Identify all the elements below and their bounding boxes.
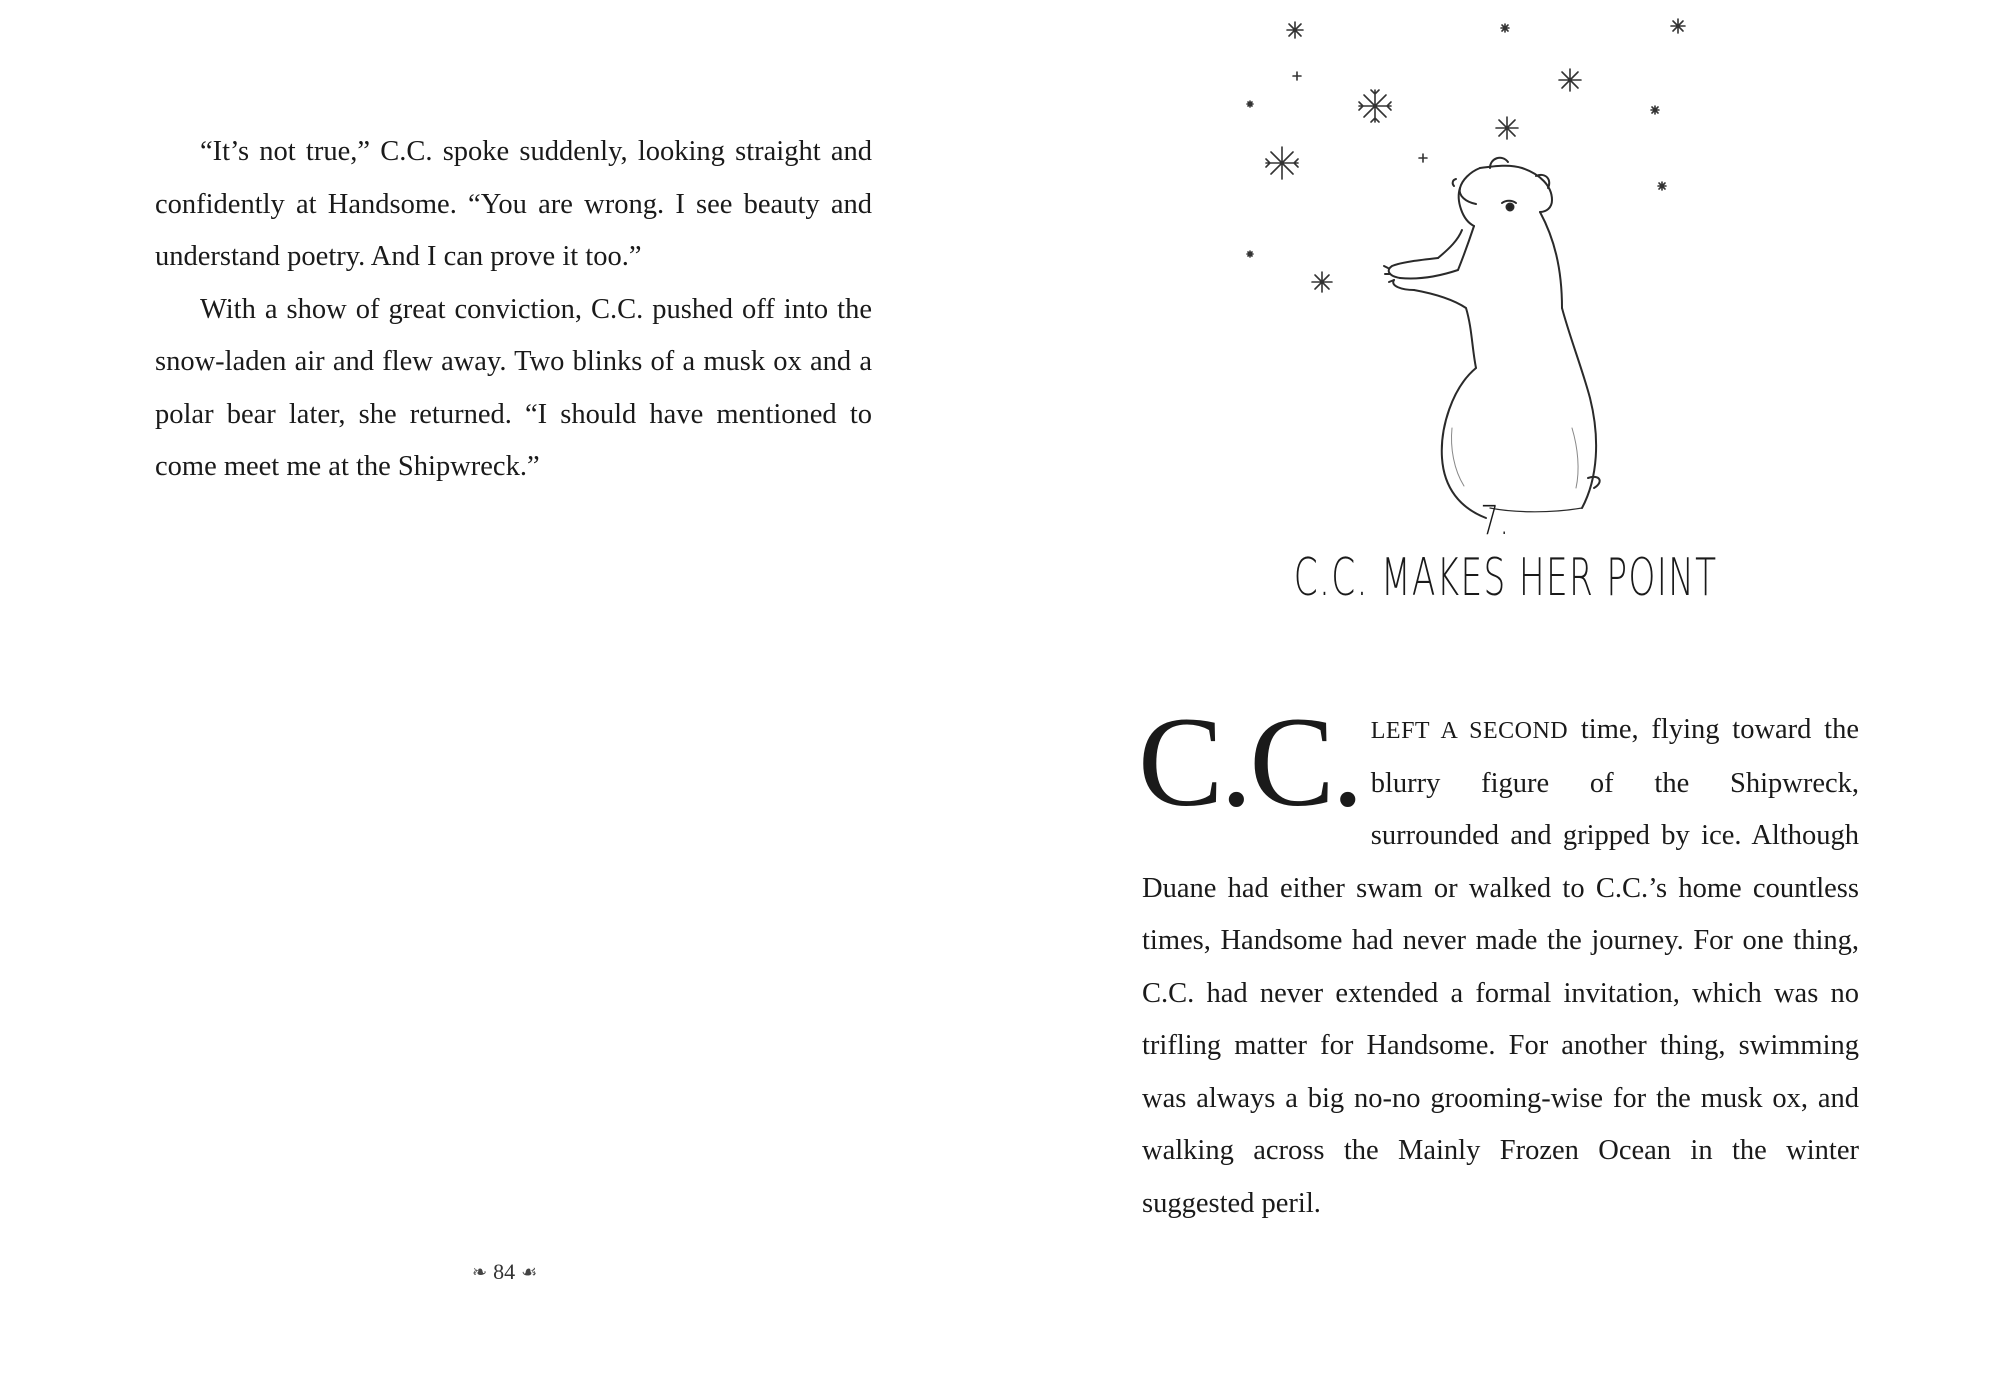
drop-cap: C.C. bbox=[1138, 691, 1361, 833]
small-caps-lead: LEFT A SECOND bbox=[1370, 718, 1569, 744]
paragraph: “It’s not true,” C.C. spoke suddenly, looking straight and confidently at Handsome. “You are wrong. I see beauty and understand poetry. And I can prove it too.” bbox=[155, 136, 872, 272]
paragraph-text: time, flying toward the blurry figure of the Shipwreck, surrounded and gripped by ice. Although Duane had either swam or walked to C.C.’s home countless times, Handsome had never made the journey. For one thing, C.C. had never extended a formal invitation, which was no trifling matter for Handsome. For another thing, swimming was always a big no-no grooming-wise for the musk ox, and walking across the Mainly Frozen Ocean in the winter suggested peril. bbox=[1142, 714, 1859, 1219]
polar-bear-catching-snowflakes-icon bbox=[1190, 8, 1730, 528]
chapter-title: C.C. MAKES HER POINT bbox=[1293, 548, 1718, 608]
chapter-number: 7. bbox=[1480, 498, 1510, 544]
page-number bbox=[472, 1259, 537, 1285]
page-number-value: 84 bbox=[493, 1259, 516, 1284]
paragraph bbox=[1138, 691, 1859, 1230]
ornament-left-icon: ❧ bbox=[472, 1261, 488, 1282]
left-page-text bbox=[155, 126, 872, 494]
ornament-right-icon: ☙ bbox=[521, 1261, 538, 1282]
paragraph: With a show of great conviction, C.C. pushed off into the snow-laden air and flew away. Two blinks of a musk ox and a polar bear later, she returned. “I should have mentioned to come meet me at the Shipwreck.” bbox=[155, 293, 872, 482]
right-page-text bbox=[1138, 691, 1859, 1230]
